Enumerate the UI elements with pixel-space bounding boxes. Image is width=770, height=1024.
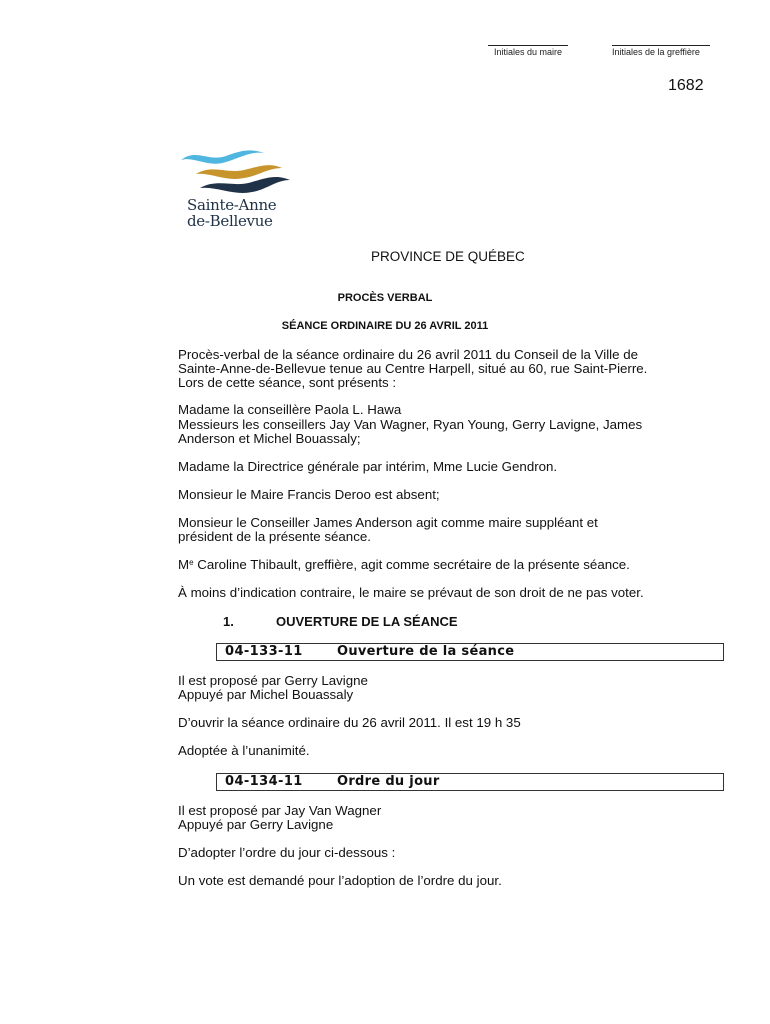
intro-line-1: Procès-verbal de la séance ordinaire du 26 avril 2011 du Conseil de la Ville de: [178, 347, 639, 362]
clerk-line: [178, 558, 718, 573]
proces-verbal-heading: PROCÈS VERBAL: [337, 292, 433, 304]
logo-text-line2: de-Bellevue: [187, 212, 273, 230]
acting-mayor-line-2: président de la présente séance.: [178, 529, 371, 544]
acting-mayor-line-1: Monsieur le Conseiller James Anderson agit comme maire suppléant et: [178, 515, 598, 530]
resolution-number: 04-133-11: [225, 644, 303, 659]
section-title: OUVERTURE DE LA SÉANCE: [276, 614, 458, 629]
resolution-seconded: Appuyé par Gerry Lavigne: [178, 817, 334, 832]
resolution-text: D’ouvrir la séance ordinaire du 26 avril 2011. Il est 19 h 35: [178, 715, 521, 730]
resolution-number: 04-134-11: [225, 774, 303, 789]
present-councillors-m-2: Anderson et Michel Bouassaly;: [178, 431, 361, 446]
page-number: 1682: [668, 77, 704, 94]
logo-text-line1: Sainte-Anne: [187, 196, 277, 214]
present-councillors-m-1: Messieurs les conseillers Jay Van Wagner, Ryan Young, Gerry Lavigne, James: [178, 417, 643, 432]
clerk-title-prefix: M: [178, 557, 190, 572]
logo-waves-icon: [178, 148, 298, 198]
resolution-proposed: Il est proposé par Gerry Lavigne: [178, 673, 368, 688]
resolution-vote-request: Un vote est demandé pour l’adoption de l’ordre du jour.: [178, 873, 502, 888]
present-councillor-f: Madame la conseillère Paola L. Hawa: [178, 402, 402, 417]
vote-rule-line: À moins d’indication contraire, le maire se prévaut de son droit de ne pas voter.: [178, 585, 644, 600]
mayor-initials-label: Initiales du maire: [494, 47, 563, 57]
province-heading: PROVINCE DE QUÉBEC: [371, 249, 525, 264]
mayor-absent-line: Monsieur le Maire Francis Deroo est absent;: [178, 487, 440, 502]
clerk-initials-label: Initiales de la greffière: [612, 47, 700, 57]
intro-line-3: Lors de cette séance, sont présents :: [178, 375, 397, 390]
section-number: 1.: [223, 614, 234, 629]
resolution-title: Ouverture de la séance: [337, 644, 515, 659]
directrice-line: Madame la Directrice générale par intérim, Mme Lucie Gendron.: [178, 459, 558, 474]
clerk-line-text: Caroline Thibault, greffière, agit comme secrétaire de la présente séance.: [193, 557, 630, 572]
mayor-initials-line: [488, 45, 568, 46]
resolution-proposed: Il est proposé par Jay Van Wagner: [178, 803, 382, 818]
city-logo: [178, 148, 298, 232]
clerk-initials-line: [612, 45, 710, 46]
resolution-seconded: Appuyé par Michel Bouassaly: [178, 687, 354, 702]
intro-line-2: Sainte-Anne-de-Bellevue tenue au Centre Harpell, situé au 60, rue Saint-Pierre.: [178, 361, 648, 376]
resolution-title: Ordre du jour: [337, 774, 440, 789]
seance-heading: SÉANCE ORDINAIRE DU 26 AVRIL 2011: [281, 320, 489, 332]
resolution-header-box: [216, 773, 724, 791]
clerk-title-sup: e: [189, 558, 194, 567]
resolution-text: D’adopter l’ordre du jour ci-dessous :: [178, 845, 396, 860]
resolution-outcome: Adoptée à l’unanimité.: [178, 743, 310, 758]
resolution-header-box: [216, 643, 724, 661]
